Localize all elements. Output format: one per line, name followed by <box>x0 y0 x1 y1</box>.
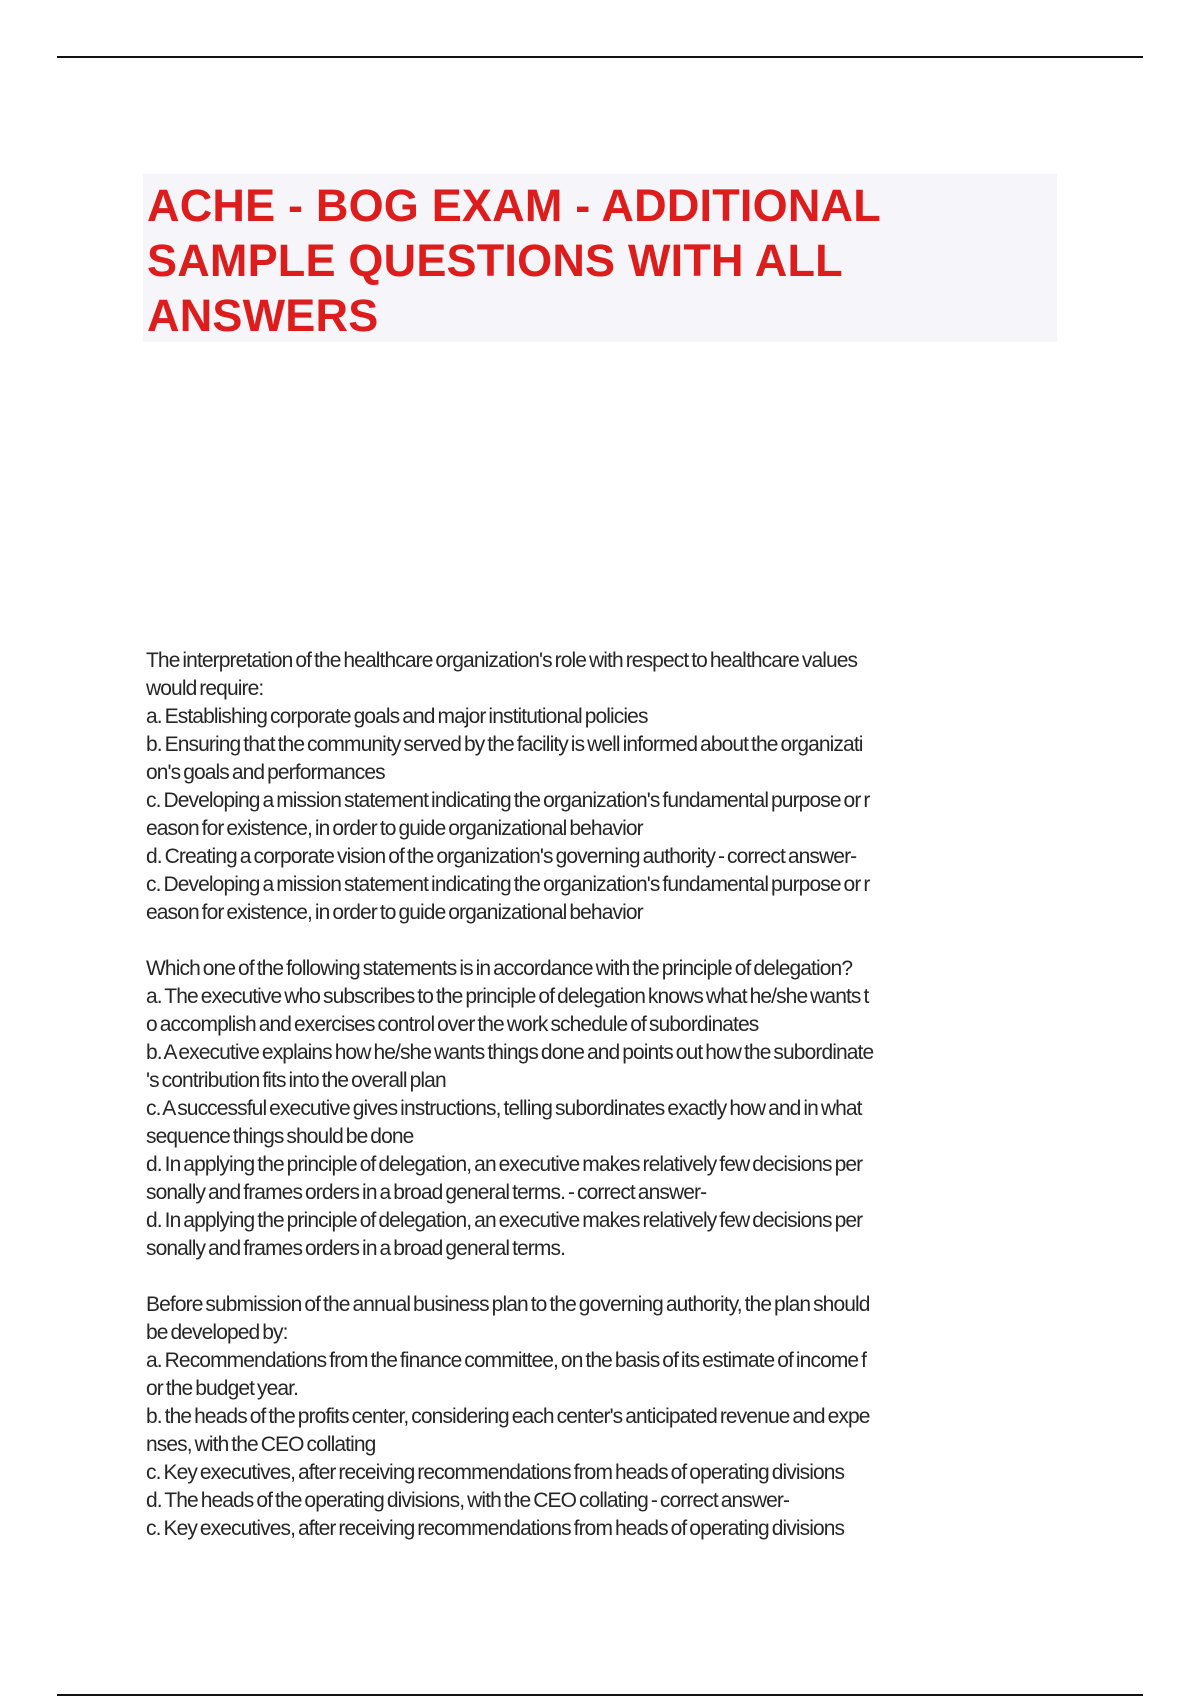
question-block-3 <box>146 1291 1066 1543</box>
answer-option-line: o accomplish and exercises control over the work schedule of subordinates <box>146 1013 759 1036</box>
question-line: Which one of the following statements is in accordance with the principle of delegation? <box>146 957 853 980</box>
answer-option-line: d. Creating a corporate vision of the organization's governing authority - correct answer- <box>146 845 857 868</box>
answer-option-line: eason for existence, in order to guide organizational behavior <box>146 817 643 840</box>
answer-option-line: or the budget year. <box>146 1377 299 1400</box>
correct-answer-line: c. Key executives, after receiving recommendations from heads of operating divisions <box>146 1517 845 1540</box>
answer-option-line: sonally and frames orders in a broad general terms. - correct answer- <box>146 1181 707 1204</box>
answer-option-line: a. Recommendations from the finance committee, on the basis of its estimate of income f <box>146 1349 867 1372</box>
question-line: be developed by: <box>146 1321 288 1344</box>
questions-content <box>146 647 1066 1571</box>
title-line: ANSWERS <box>147 290 379 341</box>
answer-option-line: a. Establishing corporate goals and major institutional policies <box>146 705 648 728</box>
answer-option-line: a. The executive who subscribes to the principle of delegation knows what he/she wants t <box>146 985 869 1008</box>
answer-option-line: b. A executive explains how he/she wants things done and points out how the subordinate <box>146 1041 874 1064</box>
title-line: ACHE - BOG EXAM - ADDITIONAL <box>147 180 881 231</box>
question-line: would require: <box>146 677 264 700</box>
answer-option-line: d. In applying the principle of delegation, an executive makes relatively few decisions per <box>146 1153 863 1176</box>
document-title <box>147 178 1053 343</box>
title-line: SAMPLE QUESTIONS WITH ALL <box>147 235 843 286</box>
correct-answer-line: d. In applying the principle of delegation, an executive makes relatively few decisions per <box>146 1209 863 1232</box>
answer-option-line: c. Key executives, after receiving recommendations from heads of operating divisions <box>146 1461 845 1484</box>
answer-option-line: d. The heads of the operating divisions, with the CEO collating - correct answer- <box>146 1489 790 1512</box>
answer-option-line: b. Ensuring that the community served by the facility is well informed about the organizati <box>146 733 863 756</box>
top-rule <box>57 56 1143 58</box>
answer-option-line: nses, with the CEO collating <box>146 1433 376 1456</box>
question-line: Before submission of the annual business plan to the governing authority, the plan should <box>146 1293 870 1316</box>
answer-option-line: b. the heads of the profits center, considering each center's anticipated revenue and expe <box>146 1405 870 1428</box>
correct-answer-line: sonally and frames orders in a broad general terms. <box>146 1237 566 1260</box>
correct-answer-line: eason for existence, in order to guide organizational behavior <box>146 901 643 924</box>
question-block-2 <box>146 955 1066 1263</box>
answer-option-line: sequence things should be done <box>146 1125 414 1148</box>
answer-option-line: c. Developing a mission statement indicating the organization's fundamental purpose or r <box>146 789 870 812</box>
question-block-1 <box>146 647 1066 927</box>
answer-option-line: 's contribution fits into the overall plan <box>146 1069 446 1092</box>
title-banner <box>143 174 1057 342</box>
bottom-rule <box>57 1694 1143 1696</box>
correct-answer-line: c. Developing a mission statement indicating the organization's fundamental purpose or r <box>146 873 870 896</box>
answer-option-line: c. A successful executive gives instructions, telling subordinates exactly how and in what <box>146 1097 862 1120</box>
answer-option-line: on's goals and performances <box>146 761 385 784</box>
question-line: The interpretation of the healthcare organization's role with respect to healthcare values <box>146 649 858 672</box>
